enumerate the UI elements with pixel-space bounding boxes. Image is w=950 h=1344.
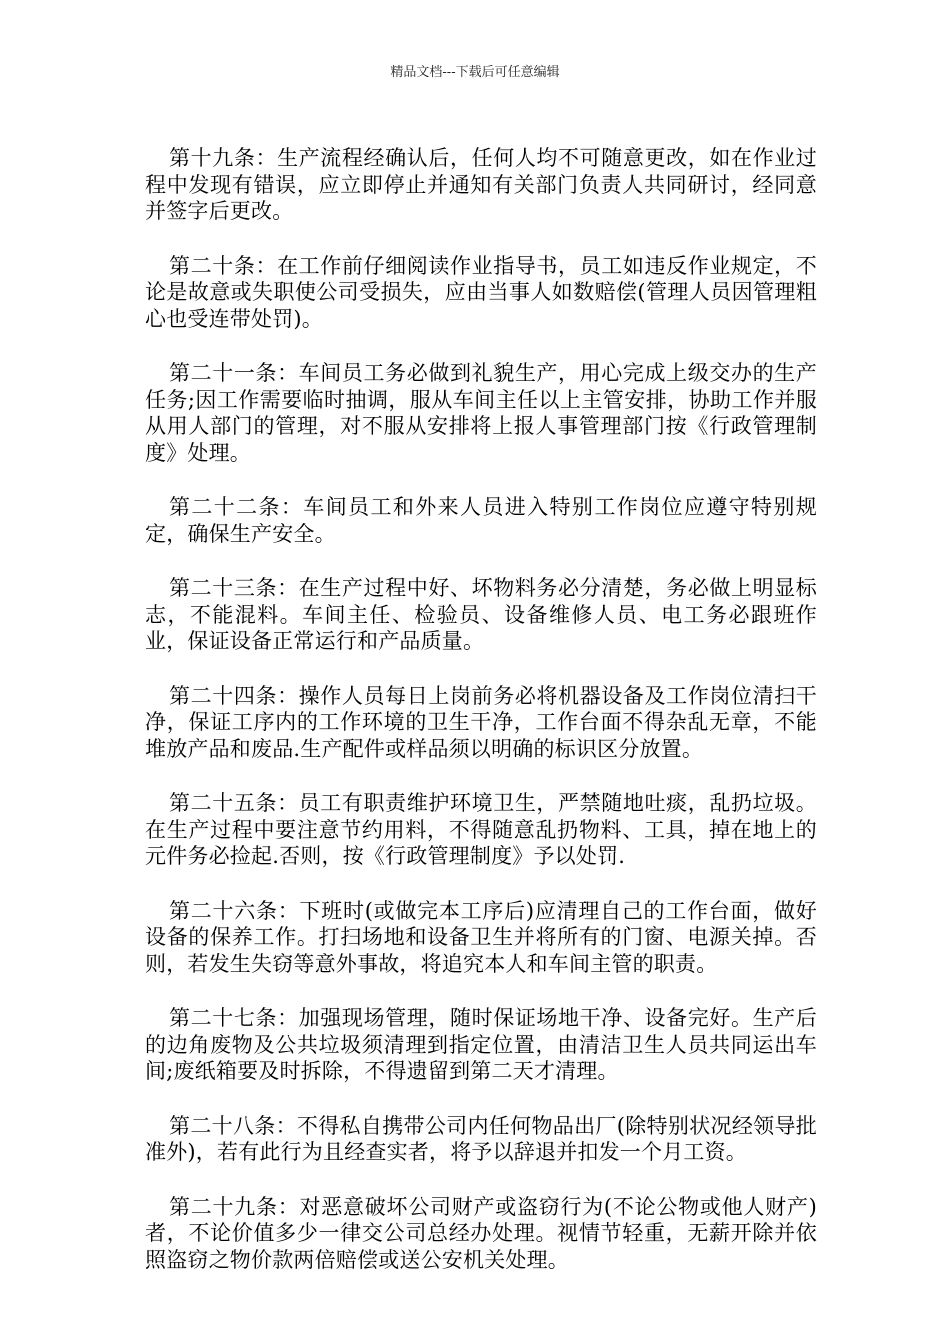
article-29: 第二十九条：对恶意破坏公司财产或盗窃行为(不论公物或他人财产)者，不论价值多少一律交公司总经办处理。视情节轻重，无薪开除并依照盗窃之物价款两倍赔偿或送公安机关处理。 <box>145 1194 817 1272</box>
article-28: 第二十八条：不得私自携带公司内任何物品出厂(除特别状况经领导批准外)，若有此行为且经查实者，将予以辞退并扣发一个月工资。 <box>145 1113 817 1164</box>
article-23: 第二十三条：在生产过程中好、坏物料务必分清楚，务必做上明显标志，不能混料。车间主任、检验员、设备维修人员、电工务必跟班作业，保证设备正常运行和产品质量。 <box>145 576 817 653</box>
article-27: 第二十七条：加强现场管理，随时保证场地干净、设备完好。生产后的边角废物及公共垃圾须清理到指定位置，由清洁卫生人员共同运出车间;废纸箱要及时拆除，不得遗留到第二天才清理。 <box>145 1006 817 1083</box>
article-22: 第二十二条：车间员工和外来人员进入特别工作岗位应遵守特别规定，确保生产安全。 <box>145 495 817 546</box>
article-24: 第二十四条：操作人员每日上岗前务必将机器设备及工作岗位清扫干净，保证工序内的工作环境的卫生干净，工作台面不得杂乱无章，不能堆放产品和废品.生产配件或样品须以明确的标识区分放置。 <box>145 683 817 761</box>
page-header: 精品文档---下载后可任意编辑 <box>390 65 560 80</box>
article-20: 第二十条：在工作前仔细阅读作业指导书，员工如违反作业规定，不论是故意或失职使公司受损失，应由当事人如数赔偿(管理人员因管理粗心也受连带处罚)。 <box>145 253 817 331</box>
article-25: 第二十五条：员工有职责维护环境卫生，严禁随地吐痰，乱扔垃圾。在生产过程中要注意节约用料，不得随意乱扔物料、工具，掉在地上的元件务必捡起.否则，按《行政管理制度》予以处罚. <box>145 791 817 868</box>
article-21: 第二十一条：车间员工务必做到礼貌生产，用心完成上级交办的生产任务;因工作需要临时抽调，服从车间主任以上主管安排，协助工作并服从用人部门的管理，对不服从安排将上报人事管理部门按《行政管理制度》处理。 <box>145 361 817 465</box>
article-19: 第十九条：生产流程经确认后，任何人均不可随意更改，如在作业过程中发现有错误，应立即停止并通知有关部门负责人共同研讨，经同意并签字后更改。 <box>145 146 817 223</box>
document-body <box>145 145 817 1301</box>
article-26: 第二十六条：下班时(或做完本工序后)应清理自己的工作台面，做好设备的保养工作。打扫场地和设备卫生并将所有的门窗、电源关掉。否则，若发生失窃等意外事故，将追究本人和车间主管的职责。 <box>145 898 817 976</box>
